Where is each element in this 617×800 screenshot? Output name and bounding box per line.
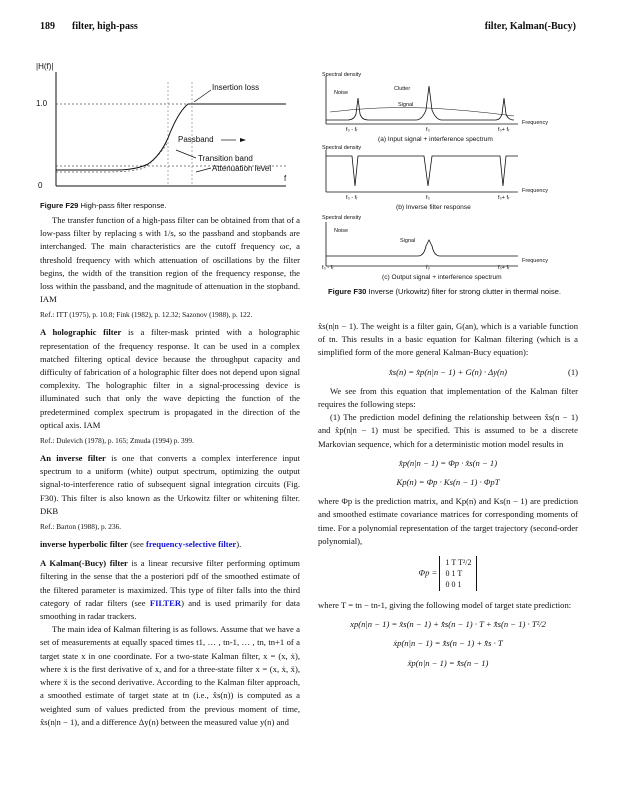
figure-f29-caption: Figure F29 High-pass filter response.: [40, 201, 167, 210]
attenuation-level-label: Attenuation level: [212, 164, 272, 173]
kalman-weight-paragraph: x̂s(n|n − 1). The weight is a filter gain, G(an), which is a variable function of tn. This results in a basic equation for Kalman filtering (which is a simplified form of the more general Kalman-Bucy equation):: [318, 321, 578, 358]
kalman-main-idea-paragraph: The main idea of Kalman filtering is as follows. Assume that we have a set of measurements at equally spaced times t1, … , tn-1, … , tn, tn+1 of a target state x in one coordinate. For a two-state Kalman filter, x = (x, ẋ), where ẋ is the first derivative of x, and for a three-state filter x = (x, ẋ, ẍ), where ẍ is the second derivative. According to the Kalman filter approach, a smoothed estimate of target state at tn (i.e., x̂s(n)) is computed as a weighted sum of values predicted from the previous moment of time, x̂s(n|n − 1), and a difference Δy(n) between the measured value y(n) and: [40, 624, 300, 727]
tick-left-c: f₀ - fᵣ: [322, 265, 334, 271]
frequency-label-b: Frequency: [522, 188, 548, 194]
equation-6: ẋp(n|n − 1) = x̂̇s(n − 1) + x̂̈s · T: [393, 638, 503, 649]
tick-right-a: f₀+ fᵣ: [498, 127, 510, 133]
x-axis-label: f: [284, 174, 287, 183]
filter-link[interactable]: FILTER: [149, 597, 182, 608]
frequency-selective-filter-link[interactable]: frequency-selective filter: [145, 539, 237, 550]
signal-label-a: Signal: [398, 102, 414, 108]
reference-highpass: Ref.: ITT (1975), p. 10.8; Fink (1982), p. 12.32; Sazonov (1988), p. 122.: [40, 310, 253, 320]
insertion-loss-label: Insertion loss: [212, 83, 260, 92]
inverse-paragraph: An inverse filter is one that converts a complex interference input spectrum to a uniform (white) output spectrum, optimizing the output signal-to-interference ratio of subsequent signal integration circuits (Fig. F30). This filter is also known as the Urkowitz filter or whitening filter. DKB: [40, 453, 300, 516]
spectral-density-label-c: Spectral density: [322, 215, 362, 221]
equation-4: Φp = 1 T T²/2 0 1 T 0 0 1: [318, 556, 578, 591]
kalman-paragraph: A Kalman(-Bucy) filter is a linear recursive filter performing optimum filtering in the sense that the a posteriori pdf of the smoothed estimate of the filtered parameter is maximized. This type of filter falls into the third category of radar filters (see FILTER) and is used primarily for data smoothing in radar trackers.: [40, 558, 301, 622]
subcaption-b: (b) Inverse filter response: [396, 204, 471, 211]
inverse-hyperbolic-entry: inverse hyperbolic filter (see frequency-selective filter).: [40, 539, 242, 550]
spectral-density-label-a: Spectral density: [322, 72, 362, 78]
tick-right-c: f₀+ fᵣ: [498, 265, 510, 271]
left-column: [40, 214, 300, 729]
subcaption-a: (a) Input signal + interference spectrum: [378, 136, 493, 143]
tick-left-b: f₀ - fᵣ: [346, 195, 358, 201]
tick-left-a: f₀ - fᵣ: [346, 127, 358, 133]
frequency-label-a: Frequency: [522, 120, 548, 126]
signal-label-c: Signal: [400, 238, 416, 244]
reference-inverse: Ref.: Barton (1988), p. 236.: [40, 522, 122, 532]
tick-mid-c: f₀: [426, 265, 430, 271]
y-tick-one: 1.0: [36, 99, 48, 108]
header-right-term: filter, Kalman(-Bucy): [484, 21, 576, 32]
noise-label-c: Noise: [334, 228, 349, 234]
transition-band-label: Transition band: [198, 154, 253, 163]
passband-label: Passband: [178, 135, 214, 144]
clutter-label: Clutter: [394, 86, 411, 92]
equation-1: x̂s(n) = x̂p(n|n − 1) + G(n) · Δy(n) (1): [318, 366, 578, 379]
spectral-density-label-b: Spectral density: [322, 145, 362, 151]
high-pass-response-plot: [36, 60, 306, 200]
equation-3: Kp(n) = Φp · Ks(n − 1) · ΦpT: [396, 477, 500, 488]
equation-7: ẍp(n|n − 1) = x̂̈s(n − 1): [407, 657, 489, 668]
figure-f30: [318, 72, 590, 284]
reference-holographic: Ref.: Dulevich (1978), p. 165; Zmuda (1994) p. 399.: [40, 436, 194, 446]
y-tick-zero: 0: [38, 181, 43, 190]
equation-2: x̂p(n|n − 1) = Φp · x̂s(n − 1): [398, 457, 498, 468]
tick-mid-b: f₀: [426, 195, 430, 201]
y-axis-label: |H(f)|: [36, 62, 54, 71]
frequency-label-c: Frequency: [522, 258, 548, 264]
figure-f30-caption: Figure F30 Inverse (Urkowitz) filter for strong clutter in thermal noise.: [328, 287, 561, 296]
tick-mid-a: f₀: [426, 127, 430, 133]
noise-label-a: Noise: [334, 90, 349, 96]
subcaption-c: (c) Output signal + interference spectrum: [382, 274, 502, 281]
header-left-term: filter, high-pass: [72, 21, 138, 32]
right-column: [318, 320, 578, 676]
equation-1-number: (1): [567, 366, 578, 377]
inverse-filter-plots: [318, 72, 590, 284]
state-prediction-paragraph: where T = tn − tn-1, giving the following model of target state prediction:: [318, 600, 572, 611]
page-number: 189: [40, 21, 55, 32]
highpass-paragraph: The transfer function of a high-pass filter can be obtained from that of a low-pass filter by replacing s with 1/s, so the passband and stopbands are interchanged. The main characteristics are the cutoff frequency ωc, a threshold frequency with which attenuation of oscillations by the filter begins, the width of the transition region of the frequency response, the loss within the passband, and the magnitude of attenuation in the stopband. IAM: [40, 215, 300, 305]
figure-f29: [36, 60, 306, 208]
tick-right-b: f₀+ fᵣ: [498, 195, 510, 201]
prediction-model-paragraph: (1) The prediction model defining the relationship between x̂s(n − 1) and x̂p(n|n − 1) must be specified. This is assumed to be a discrete Markovian sequence, which for a deterministic motion model results in: [318, 412, 578, 449]
equation-5: xp(n|n − 1) = x̂s(n − 1) + x̂̇s(n − 1) · T + x̂̈s(n − 1) · T²/2: [350, 619, 546, 630]
steps-intro-paragraph: We see from this equation that implementation of the Kalman filter requires the following steps:: [318, 385, 578, 410]
prediction-matrix: 1 T T²/2 0 1 T 0 0 1: [439, 556, 477, 591]
prediction-matrix-paragraph: where Φp is the prediction matrix, and Kp(n) and Ks(n − 1) are prediction and smoothed estimate covariance matrices for corresponding moments of time. For a polynomial representation of the target trajectory (second-order polynomial),: [318, 496, 578, 546]
holographic-paragraph: A holographic filter is a filter-mask printed with a holographic representation of the frequency response. It can be used in a complex matched filtering optical device because the throughput capacity and difficulty of fabrication of a holographic filter does not depend upon signal complexity. The holographic filter in a signal-processing device is illuminated such that only the wave depicting the function of the predetermined complex spectrum is propagated in the direction of the optical axis. IAM: [40, 327, 300, 430]
